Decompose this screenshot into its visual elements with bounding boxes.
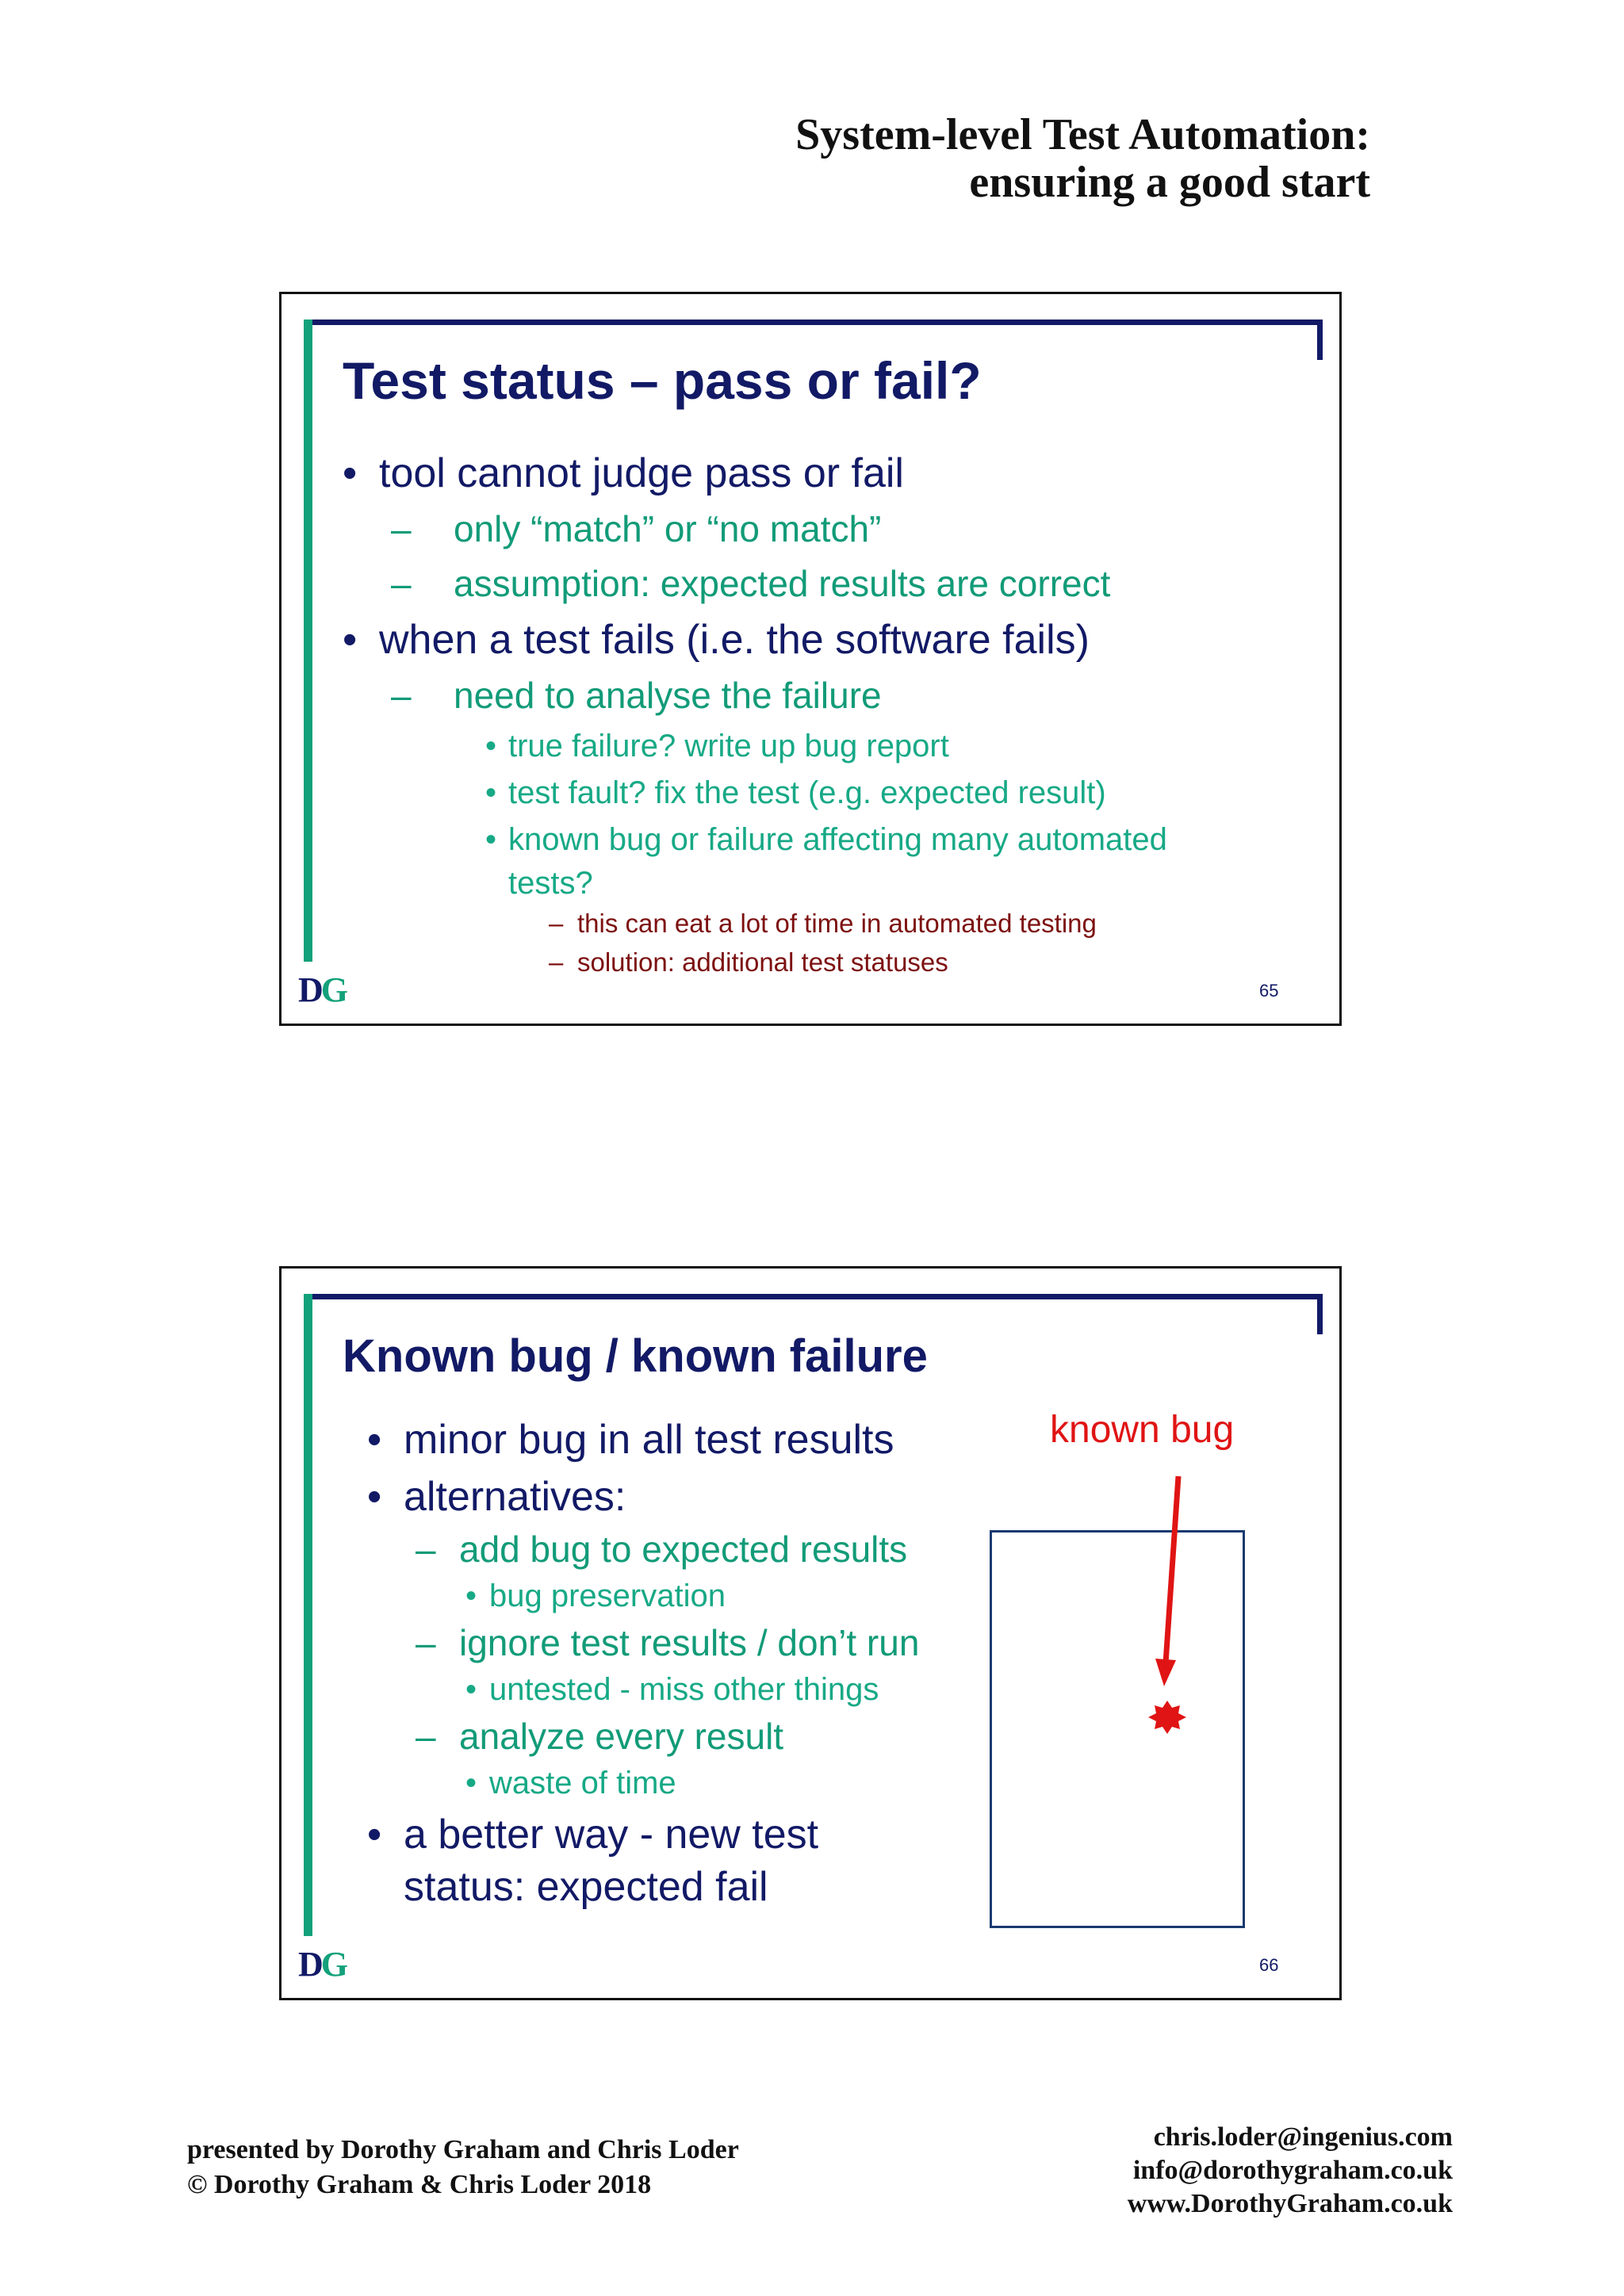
dg-logo: DG (298, 1945, 347, 1984)
footer-contacts (1128, 2121, 1453, 2221)
list-item-continuation: status: expected fail (404, 1864, 768, 1910)
list-item: – assumption: expected results are correct (343, 557, 1294, 611)
bullet-dot-icon: • (465, 1766, 477, 1800)
list-item: • minor bug in all test results (367, 1411, 970, 1468)
slide-left-rule (304, 320, 312, 962)
arrow-head-icon (1155, 1659, 1176, 1686)
dash-icon: – (416, 1622, 436, 1663)
dash-icon: – (549, 947, 564, 977)
list-item: • known bug or failure affecting many automated (343, 817, 1294, 863)
footer-email-chris: chris.loder@ingenius.com (1153, 2122, 1453, 2152)
list-item-continuation: tests? (508, 866, 593, 901)
slide-title: Test status – pass or fail? (343, 351, 982, 410)
arrow-shaft (1166, 1476, 1178, 1663)
bullet-dot-icon: • (343, 617, 358, 663)
bullet-dot-icon: • (485, 729, 497, 763)
list-item: • true failure? write up bug report (343, 723, 1294, 770)
list-item: • tool cannot judge pass or fail (343, 445, 1294, 502)
list-item: – ignore test results / don’t run (367, 1619, 970, 1667)
bullet-dot-icon: • (367, 1474, 382, 1520)
dg-logo: DG (298, 970, 347, 1009)
list-item: • untested - miss other things (367, 1667, 970, 1712)
dash-icon: – (391, 563, 412, 604)
slide-number: 66 (1259, 1955, 1279, 1975)
list-item: – add bug to expected results (367, 1525, 970, 1573)
slide-right-rule (1317, 320, 1323, 360)
bullet-dot-icon: • (367, 1812, 382, 1858)
known-bug-label: known bug (1050, 1409, 1235, 1451)
list-item: • bug preservation (367, 1573, 970, 1619)
list-item: – need to analyse the failure (343, 668, 1294, 723)
bug-starburst-icon (1148, 1701, 1186, 1734)
footer-presenters: presented by Dorothy Graham and Chris Loder (187, 2135, 739, 2164)
slide-title: Known bug / known failure (343, 1330, 928, 1382)
dash-icon: – (416, 1716, 436, 1757)
footer-email-info: info@dorothygraham.co.uk (1132, 2156, 1453, 2185)
list-item: • test fault? fix the test (e.g. expected result) (343, 770, 1294, 817)
list-item: – solution: additional test statuses (343, 943, 1294, 982)
slide-number: 65 (1259, 981, 1279, 1001)
dash-icon: – (416, 1529, 436, 1570)
list-item: – this can eat a lot of time in automated testing (343, 904, 1294, 943)
footer-copyright: © Dorothy Graham & Chris Loder 2018 (187, 2170, 652, 2199)
bullet-dot-icon: • (485, 775, 497, 810)
dash-icon: – (391, 675, 412, 716)
list-item: – only “match” or “no match” (343, 502, 1294, 557)
bullet-dot-icon: • (465, 1672, 477, 1707)
list-item: • a better way - new test (367, 1812, 819, 1858)
bullet-dot-icon: • (485, 822, 497, 857)
bullet-list (343, 445, 1294, 982)
slide-top-rule (305, 320, 1323, 325)
page-header (795, 111, 1370, 206)
slide-65 (279, 292, 1342, 1026)
list-item: • waste of time (367, 1760, 970, 1806)
dash-icon: – (549, 909, 564, 938)
bullet-dot-icon: • (343, 450, 358, 496)
list-item: • when a test fails (i.e. the software fails) (343, 611, 1294, 668)
bullet-dot-icon: • (367, 1417, 382, 1463)
known-bug-arrow-graphic (282, 1269, 1339, 1998)
footer-website: www.DorothyGraham.co.uk (1127, 2189, 1453, 2218)
list-item: – analyze every result (367, 1712, 970, 1760)
footer-credits (187, 2133, 739, 2202)
dash-icon: – (391, 508, 412, 549)
slide-66 (279, 1266, 1342, 2000)
header-line-2: ensuring a good start (969, 158, 1370, 207)
list-item: • alternatives: (367, 1468, 970, 1525)
bullet-dot-icon: • (465, 1578, 477, 1613)
header-line-1: System-level Test Automation: (795, 110, 1370, 159)
